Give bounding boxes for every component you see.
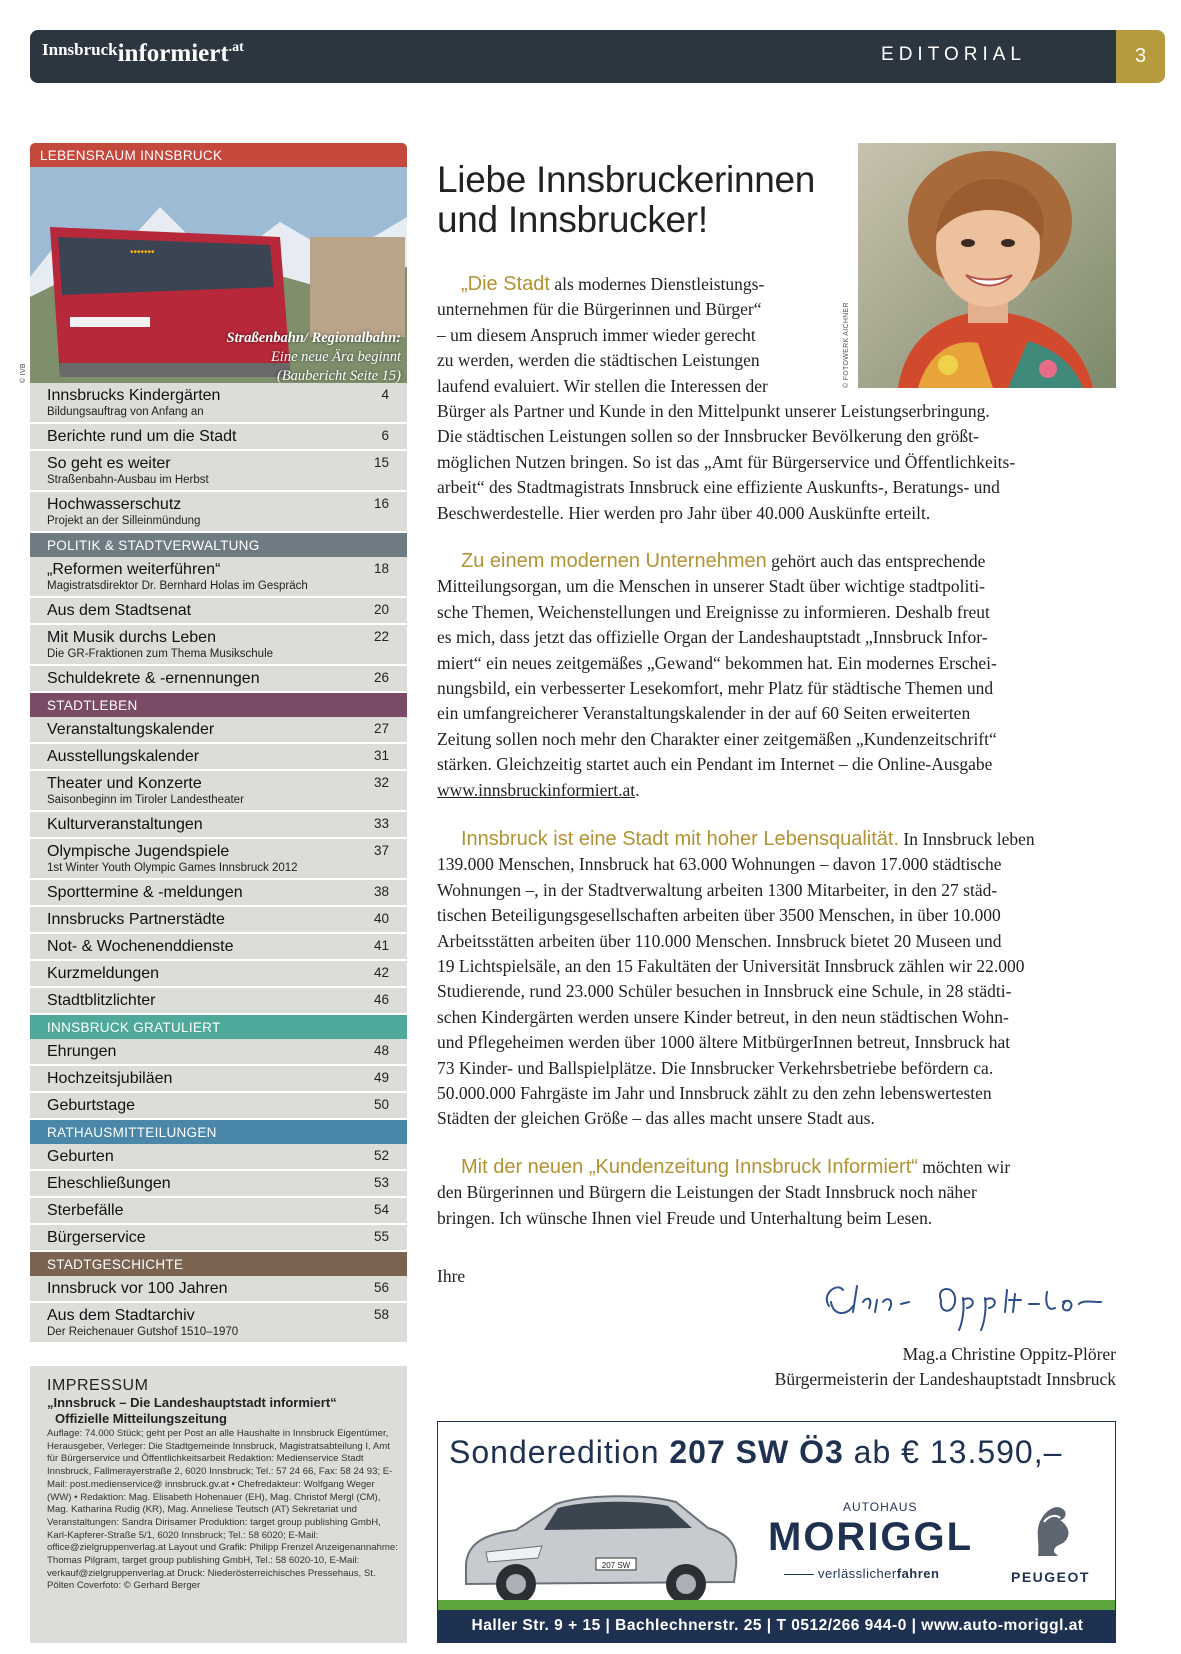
toc-entry-subtitle: Magistratsdirektor Dr. Bernhard Holas im Gespräch: [47, 580, 308, 592]
peugeot-lion-icon: [1030, 1500, 1078, 1558]
toc-entry-title: Innsbruck vor 100 Jahren: [47, 1280, 228, 1297]
toc-entry-page: 16: [373, 496, 389, 511]
toc-entry-title: Berichte rund um die Stadt: [47, 428, 237, 445]
logo-prefix: Innsbruck: [42, 40, 118, 59]
toc-entry-page: 20: [373, 602, 389, 617]
toc-entry-page: 41: [373, 938, 389, 953]
toc-entry-title: Innsbrucks Kindergärten: [47, 387, 221, 404]
toc-entry-page: 32: [373, 775, 389, 790]
toc-entry-page: 6: [381, 428, 389, 443]
p1-line: möglichen Nutzen bringen. So ist das „Amt für Bürgerservice und Öffentlichkeits-: [437, 451, 1016, 472]
toc-entry-page: 4: [381, 387, 389, 402]
p4-line: bringen. Ich wünsche Ihnen viel Freude und Unterhaltung beim Lesen.: [437, 1207, 933, 1228]
toc-entry-title: Olympische Jugendspiele: [47, 843, 230, 860]
toc-entry-title: Ausstellungskalender: [47, 748, 200, 765]
toc-entry-page: 42: [373, 965, 389, 980]
toc-entry[interactable]: [30, 717, 407, 744]
toc-entry[interactable]: [30, 907, 407, 934]
signature-drawing: [817, 1272, 1107, 1332]
toc-entry[interactable]: [30, 771, 407, 812]
photo-caption-rest: Eine neue Ära beginnt (Baubericht Seite 15): [270, 349, 401, 383]
car-plate: 207 SW: [601, 1561, 631, 1570]
p1-line: als modernes Dienstleistungs-: [554, 274, 765, 294]
toc-section-header: STADTGESCHICHTE: [30, 1252, 407, 1276]
p3-line: 50.000.000 Fahrgäste im Jahr und Innsbruck zählt zu den zehn lebenswertesten: [437, 1083, 992, 1104]
toc-entry-subtitle: Saisonbeginn im Tiroler Landestheater: [47, 794, 244, 806]
paragraph-1: [437, 272, 1116, 526]
closing-word: Ihre: [437, 1266, 466, 1286]
toc-entry-title: Aus dem Stadtsenat: [47, 602, 192, 619]
toc-entry-page: 40: [373, 911, 389, 926]
headline-line-1: Liebe Innsbruckerinnen: [437, 159, 816, 200]
ad-brand-name: MORIGGL: [768, 1515, 974, 1559]
handwritten-signature: [817, 1272, 1107, 1337]
toc-entry[interactable]: [30, 1303, 407, 1344]
toc-entry-page: 27: [373, 721, 389, 736]
p3-line: 73 Kinder- und Ballspielplätze. Die Innsbrucker Verkehrsbetriebe befördern ca.: [437, 1057, 994, 1078]
ad-headline-a: Sonderedition: [449, 1434, 660, 1470]
photo-caption-bold: Straßenbahn/ Regionalbahn:: [226, 330, 401, 346]
toc-entry[interactable]: [30, 1093, 407, 1120]
toc-entry-title: Eheschließungen: [47, 1175, 171, 1192]
logo-main: informiert: [117, 40, 229, 67]
paragraph-1-lead: „Die Stadt: [461, 273, 550, 295]
toc-entry-page: 50: [373, 1097, 389, 1112]
car-illustration: [446, 1482, 746, 1612]
signature-block: [775, 1342, 1116, 1393]
p1-line: – um diesem Anspruch immer wieder gerecht: [437, 324, 756, 345]
toc-entry[interactable]: [30, 1144, 407, 1171]
p2-line: miert“ ein neues zeitgemäßes „Gewand“ bekommen hat. Ein modernes Erschei-: [437, 652, 997, 673]
p2-line: Mitteilungsorgan, um die Menschen in unserer Stadt über wichtige stadtpoliti-: [437, 576, 985, 597]
p2-line: stärken. Gleichzeitig startet auch ein Pendant im Internet – die Online-Ausgabe: [437, 754, 993, 775]
toc-entry-subtitle: Projekt an der Silleinmündung: [47, 515, 201, 527]
toc-entry[interactable]: [30, 666, 407, 693]
impressum-body: Auflage: 74.000 Stück; geht per Post an alle Haushalte in Innsbruck Eigentümer, Herausgeber, Verleger: Die Stadtgemeinde Innsbruck, Magistratsabteilung I, Amt für Bürgerservice und Öffentlichkeitsarbeit Redaktion: Medienservice Stadt Innsbruck, Fallmerayerstraße 2, 6020 Innsbruck; Tel.: 57 24 66, Fax: 58 24 93; E-Mail: post.medienservice@ innsbruck.gv.at • Chefredakteur: Wolfgang Weger (WW) • Redaktion: Mag. Elisabeth Hohenauer (EH), Mag. Christof Mergl (CM), Mag. Katharina Rudig (KR), Mag. Anneliese Teutsch (AT) Sekretariat und Veranstaltungen: Sandra Dirisamer Produktion: target group publishing GmbH, Karl-Kapferer-Straße 5/1, 6020 Innsbruck; Tel.: 58 6020; E-Mail: office@zielgruppenverlag.at Layout und Grafik: Philipp Frenzel Anzeigenannahme: Thomas Pilgram, target group publishing GmbH, Tel.: 58 6020-10, E-Mail: verkauf@zielgruppenverlag.at Druck: Niederösterreichisches Pressehaus, St. Pölten Coverfoto: © Gerhard Berger: [47, 1428, 398, 1592]
p3-line: tischen Beteiligungsgesellschaften arbeiten über 3500 Menschen, in über 10.000: [437, 905, 1001, 926]
p2-line: sche Themen, Weichenstellungen und Ereignisse zu informieren. Deshalb freut: [437, 601, 990, 622]
page-number: 3: [1116, 30, 1165, 83]
toc-entry-title: Ehrungen: [47, 1043, 117, 1060]
p4-line: den Bürgerinnen und Bürgern die Leistungen der Stadt Innsbruck noch näher: [437, 1182, 977, 1203]
p2-line: nungsbild, ein verbesserter Lesekomfort, mehr Platz für städtische Themen und: [437, 678, 994, 699]
toc-entry-title: Geburten: [47, 1148, 114, 1165]
p2-line: Zeitung sollen noch mehr den Charakter einer zeitgemäßen „Kundenzeitschrift“: [437, 728, 997, 749]
toc-entry[interactable]: [30, 744, 407, 771]
toc-entry[interactable]: [30, 1198, 407, 1225]
p1-line: Bürger als Partner und Kunde in den Mittelpunkt unserer Leistungserbringung.: [437, 401, 990, 422]
paragraph-3: [437, 827, 1116, 1132]
ad-model: 207 SW Ö3: [669, 1434, 844, 1470]
ad-autohaus-label: AUTOHAUS: [843, 1500, 918, 1514]
car-dealer-advertisement[interactable]: [437, 1421, 1116, 1643]
impressum-subtitle: Offizielle Mitteilungszeitung: [55, 1411, 227, 1426]
toc-entry-title: So geht es weiter: [47, 455, 171, 472]
magazine-logo[interactable]: [42, 40, 244, 68]
p2-line: ein umfangreicherer Veranstaltungskalender in der auf 60 Seiten erweiterten: [437, 703, 971, 724]
ad-slogan: [784, 1566, 939, 1581]
impressum-title: „Innsbruck – Die Landeshauptstadt informiert“: [47, 1395, 337, 1410]
p3-line: Arbeitsstätten arbeiten über 110.000 Menschen. Innsbruck bietet 20 Museen und: [437, 930, 1002, 951]
toc-entry-page: 38: [373, 884, 389, 899]
toc-section-header: INNSBRUCK GRATULIERT: [30, 1015, 407, 1039]
p3-line: schen Kindergärten werden unsere Kinder betreut, in den neun städtischen Wohn-: [437, 1006, 1009, 1027]
p1-line: laufend evaluiert. Wir stellen die Interessen der: [437, 375, 768, 396]
paragraph-3-lead: Innsbruck ist eine Stadt mit hoher Lebensqualität.: [461, 828, 900, 850]
toc-entry[interactable]: [30, 961, 407, 988]
toc-entry-page: 46: [373, 992, 389, 1007]
toc-entry-page: 53: [373, 1175, 389, 1190]
paragraph-4-lead: Mit der neuen „Kundenzeitung Innsbruck Informiert“: [461, 1156, 918, 1178]
headline-line-2: und Innsbrucker!: [437, 199, 708, 240]
toc-entry-page: 56: [373, 1280, 389, 1295]
impressum-box: [30, 1366, 407, 1643]
toc-entry[interactable]: [30, 1066, 407, 1093]
impressum-heading: IMPRESSUM: [47, 1377, 149, 1394]
toc-entry-page: 33: [373, 816, 389, 831]
toc-entry-title: Sporttermine & -meldungen: [47, 884, 243, 901]
p2-end: .: [635, 779, 640, 800]
signatory-name: Mag.a Christine Oppitz-Plörer: [902, 1344, 1116, 1364]
p3-line: In Innsbruck leben: [903, 829, 1035, 849]
toc-entry[interactable]: [30, 492, 407, 533]
paragraph-4: [437, 1155, 1116, 1231]
toc-entry-title: Kurzmeldungen: [47, 965, 160, 982]
toc-entry[interactable]: [30, 598, 407, 625]
toc-entry[interactable]: [30, 1039, 407, 1066]
toc-entry-subtitle: Der Reichenauer Gutshof 1510–1970: [47, 1326, 239, 1338]
p2-line: es mich, dass jetzt das offizielle Organ der Landeshauptstadt „Innsbruck Infor-: [437, 627, 988, 648]
toc-entry-title: Innsbrucks Partnerstädte: [47, 911, 225, 928]
toc-entry[interactable]: [30, 880, 407, 907]
toc-entry-title: Aus dem Stadtarchiv: [47, 1307, 195, 1324]
header-bar: [30, 30, 1116, 83]
toc-section-header: STADTLEBEN: [30, 693, 407, 717]
p4-line: möchten wir: [922, 1157, 1011, 1177]
photo-caption: [211, 329, 401, 383]
logo-suffix: .at: [228, 40, 244, 55]
toc-entry-title: Schuldekrete & -ernennungen: [47, 670, 260, 687]
p1-line: zu werden, werden die städtischen Leistungen: [437, 350, 760, 371]
toc-entry-subtitle: Bildungsauftrag von Anfang an: [47, 406, 204, 418]
ad-peugeot-label: PEUGEOT: [1011, 1569, 1090, 1585]
paragraph-2-lead: Zu einem modernen Unternehmen: [461, 550, 767, 572]
toc-entry-title: Kulturveranstaltungen: [47, 816, 203, 833]
toc-entry-page: 48: [373, 1043, 389, 1058]
toc-entry[interactable]: [30, 1276, 407, 1303]
toc-entry-page: 18: [373, 561, 389, 576]
toc-entry-title: Veranstaltungskalender: [47, 721, 215, 738]
toc-entry[interactable]: [30, 383, 407, 424]
article-headline: [437, 160, 815, 240]
toc-entry-page: 52: [373, 1148, 389, 1163]
toc-section-header: RATHAUSMITTEILUNGEN: [30, 1120, 407, 1144]
toc-entry-page: 26: [373, 670, 389, 685]
p3-line: 139.000 Menschen, Innsbruck hat 63.000 Wohnungen – davon 17.000 städtische: [437, 854, 1002, 875]
toc-entry[interactable]: [30, 839, 407, 880]
toc-entry-title: Hochzeitsjubiläen: [47, 1070, 173, 1087]
p1-line: unternehmen für die Bürgerinnen und Bürger“: [437, 299, 762, 320]
p3-line: und Pflegeheimen werden über 1000 ältere MitbürgerInnen betreut, Innsbruck hat: [437, 1032, 1011, 1053]
svg-text:•••••••: •••••••: [130, 247, 155, 258]
toc-section-header: POLITIK & STADTVERWALTUNG: [30, 533, 407, 557]
toc-entry[interactable]: [30, 988, 407, 1015]
p3-line: Städten der gleichen Größe – das alles macht unsere Stadt aus.: [437, 1108, 875, 1129]
toc-entry-page: 31: [373, 748, 389, 763]
signatory-role: Bürgermeisterin der Landeshauptstadt Innsbruck: [774, 1369, 1116, 1390]
toc-entry-title: „Reformen weiterführen“: [47, 561, 221, 578]
p3-line: Studierende, rund 23.000 Schüler besuchen in Innsbruck eine Schule, in 28 städti-: [437, 981, 1012, 1002]
toc-entry-subtitle: 1st Winter Youth Olympic Games Innsbruck 2012: [47, 862, 298, 874]
toc-entry-title: Theater und Konzerte: [47, 775, 202, 792]
toc-entry[interactable]: [30, 934, 407, 961]
photo-credit: © IVB: [20, 363, 27, 383]
p1-line: Beschwerdestelle. Hier werden pro Jahr über 40.000 Auskünfte erteilt.: [437, 502, 931, 523]
p2-line: gehört auch das entsprechende: [771, 551, 986, 571]
toc-entry-page: 22: [373, 629, 389, 644]
toc-entry[interactable]: [30, 424, 407, 451]
ad-contact-bar[interactable]: Haller Str. 9 + 15 | Bachlechnerstr. 25 | T 0512/266 944-0 | www.auto-moriggl.at: [438, 1610, 1116, 1642]
toc-entry[interactable]: [30, 1225, 407, 1252]
toc-entry-title: Stadtblitzlichter: [47, 992, 156, 1009]
online-edition-link[interactable]: www.innsbruckinformiert.at: [437, 779, 636, 800]
toc-entry[interactable]: [30, 451, 407, 492]
toc-entry-subtitle: Straßenbahn-Ausbau im Herbst: [47, 474, 209, 486]
paragraph-2: [437, 549, 1116, 803]
p3-line: Wohnungen –, in der Stadtverwaltung arbeiten 1300 Mitarbeiter, in den 27 städ-: [437, 879, 998, 900]
toc-entry-page: 49: [373, 1070, 389, 1085]
toc-entry-page: 54: [373, 1202, 389, 1217]
toc-entry-title: Sterbefälle: [47, 1202, 124, 1219]
p3-line: 19 Lichtspielsäle, an den 15 Fakultäten der Universität Innsbruck zählen wir 22.000: [437, 956, 1025, 977]
section-title: EDITORIAL: [881, 44, 1026, 65]
toc-entry-page: 58: [373, 1307, 389, 1322]
ad-price: ab € 13.590,–: [853, 1434, 1063, 1470]
toc-entry[interactable]: [30, 625, 407, 666]
toc-entry-title: Mit Musik durchs Leben: [47, 629, 216, 646]
p1-line: arbeit“ des Stadtmagistrats Innsbruck eine effiziente Auskunfts-, Beratungs- und: [437, 477, 1000, 498]
toc-entry[interactable]: [30, 557, 407, 598]
slogan-part-b: fahren: [896, 1566, 940, 1581]
table-of-contents: [20, 143, 407, 1344]
ad-headline: [449, 1434, 1062, 1471]
toc-entry-page: 15: [373, 455, 389, 470]
toc-entry-subtitle: Die GR-Fraktionen zum Thema Musikschule: [47, 648, 274, 660]
toc-entry-page: 55: [373, 1229, 389, 1244]
toc-entry-title: Hochwasserschutz: [47, 496, 182, 513]
toc-section-header: LEBENSRAUM INNSBRUCK: [30, 143, 407, 167]
toc-entry-title: Bürgerservice: [47, 1229, 146, 1246]
cover-tram-photo: [30, 167, 407, 383]
slogan-part-a: verlässlicher: [818, 1566, 897, 1581]
p1-line: Die städtischen Leistungen sollen so der Innsbrucker Bevölkerung den größt-: [437, 426, 979, 447]
toc-entry-title: Not- & Wochenenddienste: [47, 938, 234, 955]
toc-entry-title: Geburtstage: [47, 1097, 136, 1114]
portrait-credit: © FOTOWERK AICHNER: [843, 302, 850, 388]
toc-entry[interactable]: [30, 812, 407, 839]
toc-entry-page: 37: [373, 843, 389, 858]
toc-entry[interactable]: [30, 1171, 407, 1198]
